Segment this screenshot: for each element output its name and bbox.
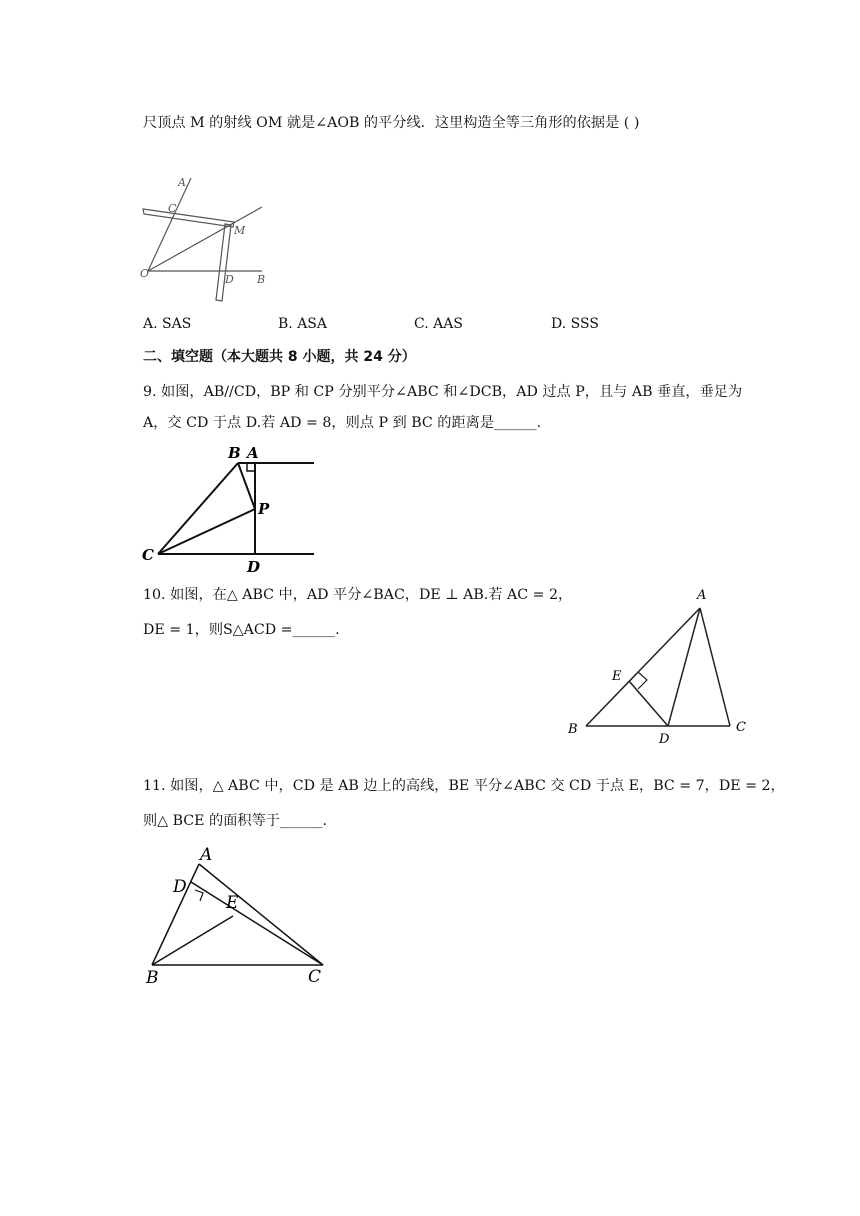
q10-label-c: C	[736, 720, 746, 735]
q9-label-b: B	[228, 444, 241, 462]
q11-text-line2: 则△ BCE 的面积等于______.	[143, 813, 328, 829]
q11-figure	[140, 840, 340, 990]
q11-label-b: B	[146, 968, 159, 988]
q9-text-line2: A，交 CD 于点 D.若 AD = 8，则点 P 到 BC 的距离是______.	[143, 415, 542, 431]
q8-label-d: D	[225, 273, 234, 286]
q8-label-b: B	[257, 273, 266, 286]
q11-label-d: D	[173, 877, 187, 897]
q8-option-c: C. AAS	[414, 316, 463, 332]
q8-option-d: D. SSS	[551, 316, 599, 332]
q8-option-b: B. ASA	[278, 316, 327, 332]
q11-text-line1: 11. 如图，△ ABC 中，CD 是 AB 边上的高线，BE 平分∠ABC 交 CD 于点 E，BC = 7，DE = 2，	[143, 778, 785, 794]
q10-label-b: B	[568, 722, 578, 737]
section-heading: 二、填空题（本大题共 8 小题，共 24 分）	[143, 349, 416, 365]
q8-figure	[138, 172, 273, 307]
q9-label-d: D	[247, 558, 261, 576]
q8-text-line: 尺顶点 M 的射线 OM 就是∠AOB 的平分线．这里构造全等三角形的依据是 ( )	[143, 115, 640, 131]
q10-label-e: E	[612, 669, 622, 684]
q9-figure	[140, 442, 320, 577]
q11-label-c: C	[308, 967, 322, 987]
q8-label-o: O	[140, 267, 150, 280]
q11-label-a: A	[200, 845, 213, 865]
q10-text-line2: DE = 1，则S△ACD =______.	[143, 622, 340, 638]
q9-label-c: C	[142, 546, 154, 564]
q10-label-a: A	[697, 588, 707, 603]
q10-label-d: D	[659, 732, 670, 747]
q9-text-line1: 9. 如图，AB//CD，BP 和 CP 分别平分∠ABC 和∠DCB，AD 过点 P，且与 AB 垂直，垂足为	[143, 384, 743, 400]
q11-label-e: E	[226, 893, 239, 913]
q8-label-a: A	[178, 176, 186, 189]
q8-label-m: M	[234, 224, 246, 237]
q9-label-a: A	[247, 444, 259, 462]
q10-text-line1: 10. 如图，在△ ABC 中，AD 平分∠BAC，DE ⊥ AB.若 AC = 2，	[143, 587, 573, 603]
q9-label-p: P	[258, 500, 270, 518]
q8-option-a: A. SAS	[143, 316, 192, 332]
q8-label-c: C	[168, 202, 177, 215]
q10-figure	[560, 582, 760, 747]
